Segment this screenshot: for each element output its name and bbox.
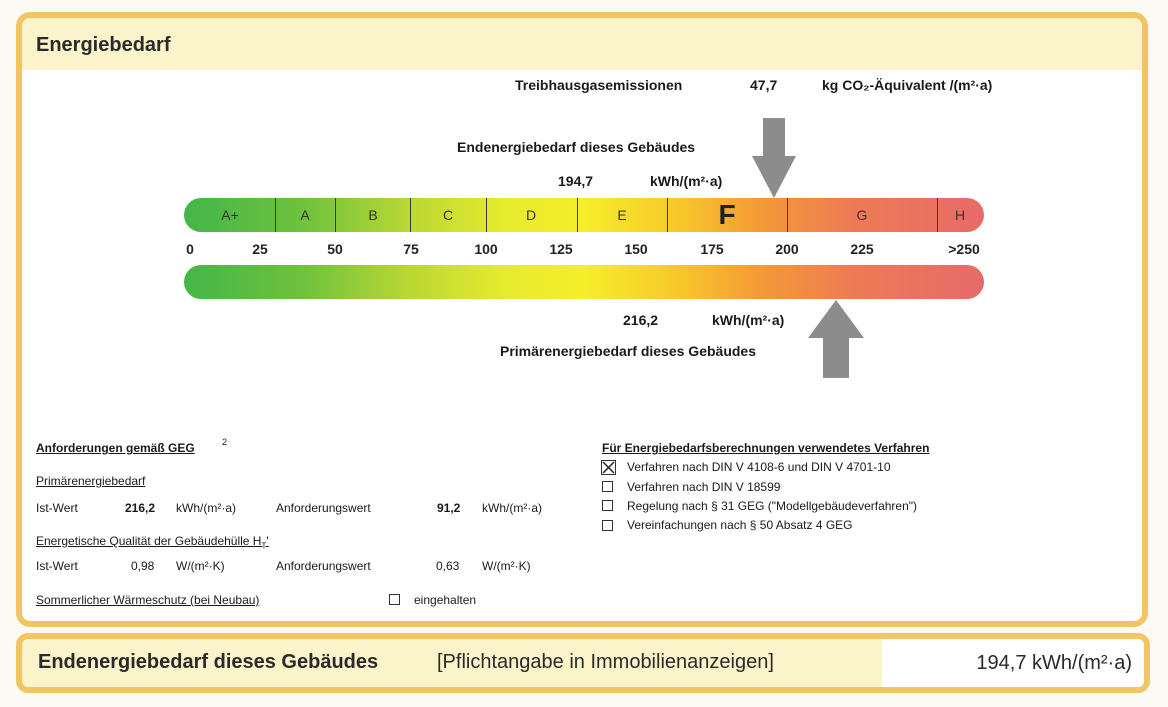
method-checkbox-4[interactable] [602,520,613,531]
primary-energy-label: Primärenergiebedarf dieses Gebäudes [500,343,756,359]
scale-tick: 75 [403,241,419,257]
class-divider [787,198,788,232]
envelope-ist-label: Ist-Wert [36,559,78,573]
methods-heading: Für Energiebedarfsberechnungen verwendetes Verfahren [602,441,930,455]
method-label-4: Vereinfachungen nach § 50 Absatz 4 GEG [627,518,853,532]
end-energy-value: 194,7 [558,173,594,189]
summary-value-box [882,639,1144,687]
envelope-ist-value: 0,98 [131,559,155,573]
class-label-b: B [368,207,378,223]
primary-ist-unit: kWh/(m²·a) [176,501,236,515]
method-checkbox-1[interactable] [601,460,616,475]
envelope-heading-sub: T [261,541,267,551]
envelope-anf-unit: W/(m²·K) [482,559,531,573]
requirements-footnote: 2 [222,437,228,447]
summer-checkbox-label: eingehalten [414,593,477,607]
scale-tick: 25 [252,241,268,257]
requirements-heading-text: Anforderungen gemäß GEG [36,441,195,455]
checkmark-x-icon [602,461,615,474]
envelope-heading [36,534,269,550]
scale-tick: 100 [474,241,498,257]
page-title: Energiebedarf [36,34,171,56]
scale-tick: 125 [549,241,573,257]
scale-tick: 50 [327,241,343,257]
scale-tick: 225 [850,241,874,257]
scale-tick: 0 [186,241,194,257]
method-checkbox-2[interactable] [602,481,613,492]
primary-ist-value: 216,2 [125,501,156,515]
class-divider [486,198,487,232]
envelope-anf-label: Anforderungswert [276,559,371,573]
summary-bar [16,633,1150,693]
summer-checkbox[interactable] [389,594,400,605]
scale-tick: 175 [700,241,724,257]
class-label-f: F [718,199,736,230]
scale-tick: >250 [948,241,980,257]
summer-heading: Sommerlicher Wärmeschutz (bei Neubau) [36,593,260,607]
primary-energy-arrow-icon [806,300,866,380]
class-divider [667,198,668,232]
method-checkbox-3[interactable] [602,500,613,511]
class-divider [577,198,578,232]
end-energy-unit: kWh/(m²·a) [650,173,723,189]
method-label-2: Verfahren nach DIN V 18599 [627,480,781,494]
class-label-e: E [617,207,627,223]
envelope-anf-value: 0,63 [436,559,460,573]
envelope-heading-suffix: ' [266,534,269,548]
primary-anf-value: 91,2 [437,501,461,515]
primary-anf-unit: kWh/(m²·a) [482,501,542,515]
method-label-3: Regelung nach § 31 GEG ("Modellgebäudeverfahren") [627,499,918,513]
primary-energy-unit: kWh/(m²·a) [712,312,785,328]
class-label-g: G [856,207,868,223]
scale-tick: 150 [624,241,648,257]
emissions-unit: kg CO₂-Äquivalent /(m²·a) [822,77,993,93]
summary-value: 194,7 kWh/(m²·a) [976,652,1132,674]
class-label-a-plus: A+ [221,207,239,223]
end-energy-arrow-icon [750,118,798,200]
class-label-a: A [300,207,310,223]
scale-tick: 200 [775,241,799,257]
class-divider [937,198,938,232]
method-label-1: Verfahren nach DIN V 4108-6 und DIN V 4701-10 [627,460,891,474]
primary-anf-label: Anforderungswert [276,501,371,515]
summary-note: [Pflichtangabe in Immobilienanzeigen] [437,651,774,673]
class-divider [335,198,336,232]
energy-scale-bar-lower [184,265,984,299]
panel-header [22,18,1142,70]
class-label-c: C [442,207,454,223]
requirements-heading [36,441,195,455]
primary-energy-value: 216,2 [623,312,659,328]
class-divider [275,198,276,232]
summary-label: Endenergiebedarf dieses Gebäudes [38,651,379,673]
primary-heading: Primärenergiebedarf [36,474,146,488]
class-label-d: D [525,207,537,223]
class-divider [410,198,411,232]
emissions-value: 47,7 [750,77,778,93]
class-label-h: H [954,207,966,223]
envelope-heading-text: Energetische Qualität der Gebäudehülle H [36,534,262,548]
end-energy-label: Endenergiebedarf dieses Gebäudes [457,139,696,155]
primary-ist-label: Ist-Wert [36,501,78,515]
emissions-label: Treibhausgasemissionen [515,77,683,93]
envelope-ist-unit: W/(m²·K) [176,559,225,573]
